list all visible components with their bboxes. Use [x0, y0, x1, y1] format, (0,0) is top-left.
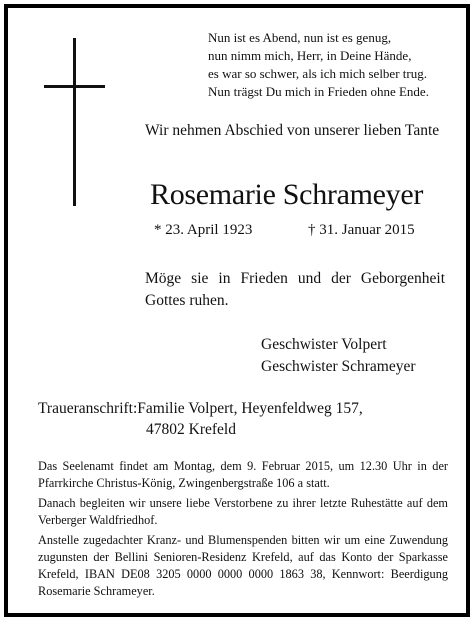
deceased-name: Rosemarie Schrameyer — [150, 178, 424, 211]
cross-icon-beam — [44, 85, 105, 88]
birth-date: * 23. April 1923 — [154, 222, 253, 238]
details-paragraph: Danach begleiten wir unsere liebe Verstorbene zu ihrer letzte Ruhestätte auf dem Verberger Waldfriedhof. — [38, 496, 448, 527]
poem-line: Nun trägst Du mich in Frieden ohne Ende. — [208, 84, 429, 99]
mourning-address-city: 47802 Krefeld — [146, 421, 236, 438]
cross-icon — [73, 38, 76, 206]
signatory: Geschwister Schrameyer — [261, 358, 416, 375]
blessing-text: Möge sie in Frieden und der Geborgenheit Gottes ruhen. — [145, 270, 445, 309]
poem — [208, 29, 429, 101]
details-paragraph: Anstelle zugedachter Kranz- und Blumenspenden bitten wir um eine Zuwendung zugunsten der Bellini Senioren-Residenz Krefeld, auf das Konto der Sparkasse Krefeld, IBAN DE08 3205 0000 0000 0000 1863 38, Kennwort: Beerdigung Rosemarie Schrameyer. — [38, 533, 448, 598]
death-date: † 31. Januar 2015 — [308, 222, 415, 238]
service-details — [38, 458, 448, 603]
obituary-notice — [4, 4, 470, 617]
farewell-text: Wir nehmen Abschied von unserer lieben Tante — [145, 122, 440, 139]
signatory: Geschwister Volpert — [261, 336, 387, 353]
poem-line: nun nimm mich, Herr, in Deine Hände, — [208, 48, 412, 63]
mourning-address: Traueranschrift:Familie Volpert, Heyenfeldweg 157, — [38, 400, 363, 417]
poem-line: es war so schwer, als ich mich selber trug. — [208, 66, 427, 81]
signatories — [261, 334, 416, 378]
poem-line: Nun ist es Abend, nun ist es genug, — [208, 30, 392, 45]
details-paragraph: Das Seelenamt findet am Montag, dem 9. Februar 2015, um 12.30 Uhr in der Pfarrkirche Christus-König, Zwingenbergstraße 106 a statt. — [38, 459, 448, 490]
